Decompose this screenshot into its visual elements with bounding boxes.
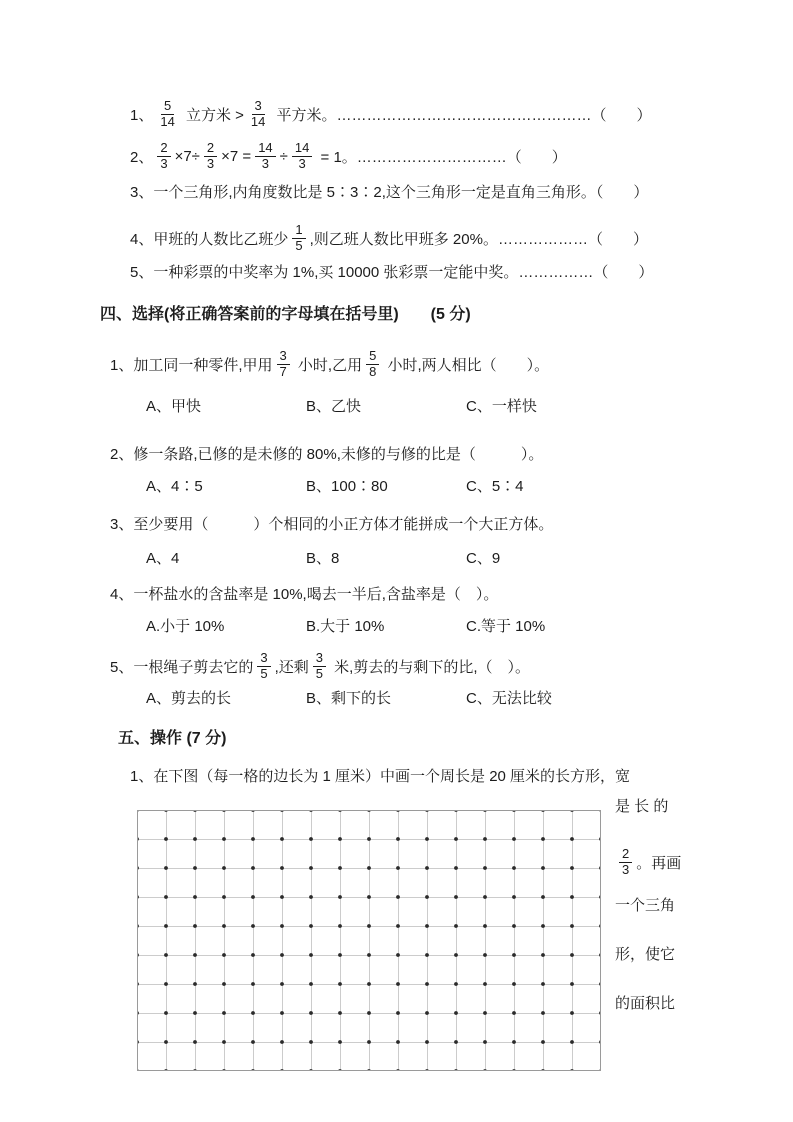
choice-question-4: 4、一杯盐水的含盐率是 10%,喝去一半后,含盐率是（ ）。 [110,586,499,603]
option-b: B、剩下的长 [306,690,392,707]
choice-question-4-options [100,616,703,638]
question-text: ÷ [279,147,288,165]
choice-question-3-options [100,548,703,570]
judge-question-5: 5、一种彩票的中奖率为 1%,买 10000 张彩票一定能中奖。……………（ ） [130,264,654,281]
option-b: B.大于 10% [306,618,385,635]
judge-question-3: 3、一个三角形,内角度数比是 5∶3∶2,这个三角形一定是直角三角形。（ ） [130,184,649,201]
choice-section [100,304,703,710]
option-b: B、8 [306,550,340,567]
question-text: ,还剩 [274,658,309,676]
choice-question-2-options [100,476,703,498]
question-text: 米,剪去的与剩下的比,（ ）。 [330,658,531,676]
judge-question-1 [100,96,703,132]
option-c: C、9 [466,550,501,567]
option-c: C、5∶4 [466,478,524,495]
question-text: 立方米 > [181,106,244,124]
fraction: $\frac{5}{14}$ [160,97,175,129]
option-a: A、甲快 [146,398,202,415]
operation-section [100,728,703,1075]
question-text: ×7÷ [174,147,200,165]
fraction: $\frac{3}{7}$ [277,349,290,380]
side-note-line-3: 一个三角 [615,897,676,914]
choice-question-5 [100,648,703,684]
question-text: ,则乙班人数比甲班多 20%。………………（ ） [309,230,648,248]
side-note-text: 。再画 [636,854,682,872]
question-number: 5、 [110,658,134,676]
option-c: C、无法比较 [466,690,552,707]
question-number: 4、 [130,230,154,248]
question-text: 甲班的人数比乙班少 [153,230,289,248]
side-note-line-1: 是 长 的 [615,798,669,815]
question-number: 1、 [130,106,154,124]
fraction: $\frac{5}{8}$ [366,349,379,380]
fraction: $\frac{2}{3}$ [157,141,170,172]
option-a: A、剪去的长 [146,690,232,707]
question-text: ×7 = [221,147,252,165]
operation-drawing-area [100,796,703,1075]
operation-section-header: 五、操作 (7 分) [118,730,227,747]
option-c: C、一样快 [466,398,537,415]
grid-paper [137,810,601,1071]
judge-question-4 [100,220,703,256]
option-b: B、乙快 [306,398,362,415]
choice-question-1 [100,346,703,382]
fraction: $\frac{2}{3}$ [619,847,632,878]
question-text: = 1。…………………………（ ） [316,148,567,166]
judge-question-2 [100,138,703,174]
fraction: $\frac{3}{5}$ [257,651,270,682]
question-number: 2、 [130,148,154,166]
option-b: B、100∶80 [306,478,388,495]
question-text: 平方米。……………………………………………（ ） [272,106,652,124]
question-text: 小时,两人相比（ ）。 [383,356,550,374]
side-note-line-4: 形，使它 [615,946,676,963]
operation-side-note [615,796,703,1042]
operation-intro: 1、在下图（每一格的边长为 1 厘米）中画一个周长是 20 厘米的长方形，宽 [130,768,631,785]
fraction: $\frac{14}{3}$ [255,141,275,172]
option-a: A.小于 10% [146,618,225,635]
judge-section [100,96,703,284]
option-a: A、4 [146,550,180,567]
side-note-line-2 [615,845,703,879]
question-text: 加工同一种零件,甲用 [133,356,273,374]
option-c: C.等于 10% [466,618,546,635]
choice-question-3: 3、至少要用（ ）个相同的小正方体才能拼成一个大正方体。 [110,516,554,533]
fraction: $\frac{2}{3}$ [204,141,217,172]
choice-section-header: 四、选择(将正确答案前的字母填在括号里) (5 分) [100,306,471,323]
grid-paper-wrap [137,810,601,1075]
question-text: 小时,乙用 [293,356,363,374]
option-a: A、4∶5 [146,478,203,495]
fraction: $\frac{14}{3}$ [292,141,312,172]
question-text: 一根绳子剪去它的 [133,658,254,676]
fraction: $\frac{3}{14}$ [250,97,266,129]
side-note-line-5: 的面积比 [615,995,676,1012]
choice-question-1-options [100,396,703,418]
choice-question-5-options [100,688,703,710]
fraction: $\frac{1}{5}$ [292,223,305,254]
fraction: $\frac{3}{5}$ [313,651,326,682]
choice-question-2: 2、修一条路,已修的是未修的 80%,未修的与修的比是（ ）。 [110,446,544,463]
question-number: 1、 [110,356,134,374]
